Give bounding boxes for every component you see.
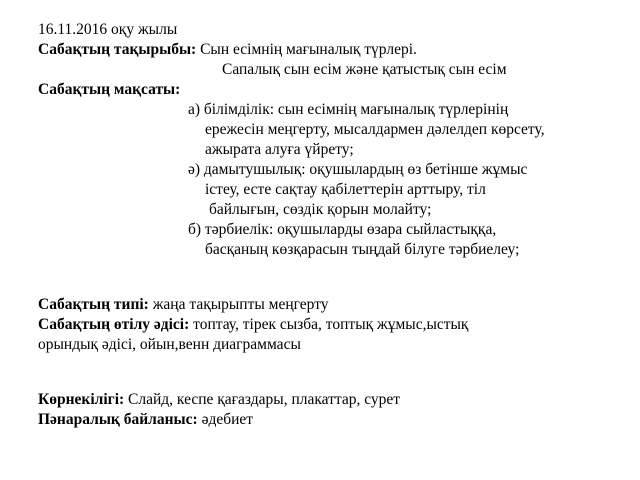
visuals-label: Көрнекілігі: bbox=[38, 391, 125, 408]
interdisciplinary-row bbox=[38, 410, 253, 430]
goal-a-line1: а) білімділік: сын есімнің мағыналық түрлерінің bbox=[188, 101, 509, 118]
topic-value: Сын есімнің мағыналық түрлері. bbox=[200, 41, 417, 58]
topic-row bbox=[38, 40, 417, 60]
method-value-line2: орындық әдісі, ойын,венн диаграммасы bbox=[38, 336, 301, 353]
goal-c-line1: б) тәрбиелік: оқушыларды өзара сыйластыққа, bbox=[188, 221, 497, 238]
lesson-type-value: жаңа тақырыпты меңгерту bbox=[152, 296, 329, 313]
method-label: Сабақтың өтілу әдісі: bbox=[38, 316, 190, 333]
topic-subtitle: Сапалық сын есім және қатыстық сын есім bbox=[222, 61, 507, 78]
goals-label: Сабақтың мақсаты: bbox=[38, 81, 181, 98]
visuals-row bbox=[38, 390, 400, 410]
lesson-type-row bbox=[38, 295, 329, 315]
method-value-line1: топтау, тірек сызба, топтық жұмыс,ыстық bbox=[193, 316, 469, 333]
visuals-value: Слайд, кеспе қағаздары, плакаттар, сурет bbox=[128, 391, 401, 408]
method-row bbox=[38, 315, 468, 335]
goal-b-line2: істеу, есте сақтау қабілеттерін арттыру, тіл bbox=[205, 181, 486, 198]
goal-b-line1: ә) дамытушылық: оқушылардың өз бетінше жұмыс bbox=[188, 161, 528, 178]
topic-label: Сабақтың тақырыбы: bbox=[38, 41, 197, 58]
lesson-type-label: Сабақтың типі: bbox=[38, 296, 149, 313]
goal-a-line2: ережесін меңгерту, мысалдармен дәлелдеп көрсету, bbox=[205, 121, 545, 138]
goal-c-line2: басқаның көзқарасын тыңдай білуге тәрбиелеу; bbox=[205, 241, 520, 258]
interdisciplinary-value: әдебиет bbox=[201, 411, 254, 428]
date-line: 16.11.2016 оқу жылы bbox=[38, 21, 178, 38]
interdisciplinary-label: Пәнаралық байланыс: bbox=[38, 411, 198, 428]
goal-a-line3: ажырата алуға үйрету; bbox=[205, 141, 354, 158]
goal-b-line3: байлығын, сөздік қорын молайту; bbox=[209, 201, 432, 218]
